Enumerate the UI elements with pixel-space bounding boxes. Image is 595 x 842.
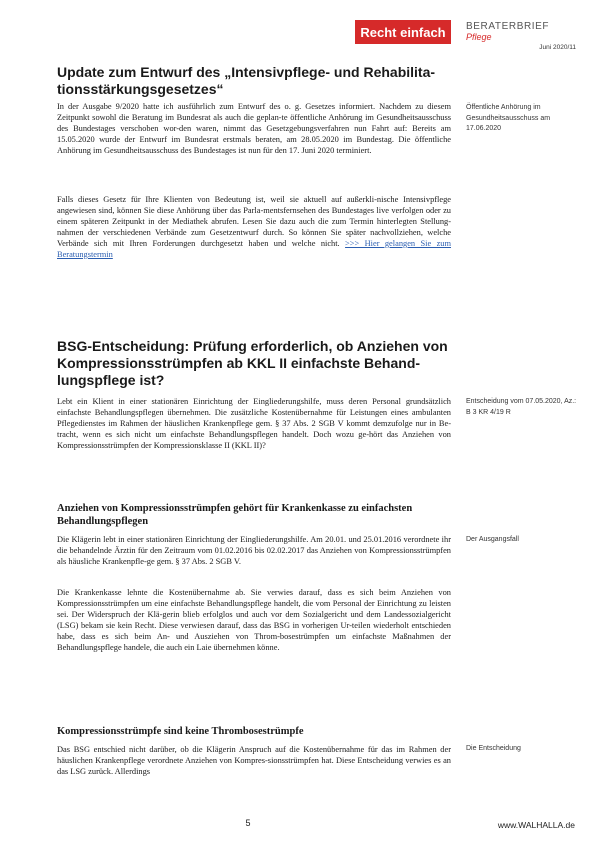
issue-date: Juni 2020/11 — [539, 44, 576, 51]
brand-main: BERATERBRIEF — [466, 21, 550, 32]
section-label: Recht einfach — [355, 20, 451, 44]
side-entscheidung: Die Entscheidung — [466, 745, 521, 752]
sub1-paragraph2: Die Krankenkasse lehnte die Kostenübernahme ab. Sie verwies darauf, dass es sich beim Anziehen von Kompressionsstrümpfen um eine einfachste Behandlungspflege handelt, die vom Personal der Einrichtung zu leisten sei. Der Widerspruch der Klä-gerin blieb erfolglos und auch vor dem Sozialgericht und dem Landessozialgericht (LSG) bekam sie kein Recht. Diese verwiesen darauf, dass das BSG in vorherigen Ur-teilen wiederholt entschieden habe, dass es sich beim An- und Ausziehen von Throm-bosestrümpfen um einfachste Maßnahmen der Behandlungspflege handele, die auch ein Laie übernehmen könne. — [57, 588, 451, 652]
brand-logo — [466, 21, 576, 51]
sub2-paragraph1: Das BSG entschied nicht darüber, ob die Klägerin Anspruch auf die Kostenübernahme für das im Rahmen der häuslichen Krankenpflege verordnete Anziehen von Kompres-sionsstrümpfen hat. Diese Entscheidung verwies es an das LSG zurück. Allerdings — [57, 745, 451, 776]
article1-side-note: Öffentliche Anhörung im Gesundheitsausschuss am 17.06.2020 — [466, 104, 551, 132]
side-ausgangsfall: Der Ausgangsfall — [466, 536, 519, 543]
article1-paragraph2 — [57, 194, 451, 260]
appointment-link[interactable]: >>> Hier gelangen Sie zum Beratungstermin — [57, 239, 451, 259]
article1-title: Update zum Entwurf des „Intensivpflege- und Rehabilita-tionsstärkungsgesetzes“ — [57, 64, 436, 97]
subhead-entscheidung: Kompressionsstrümpfe sind keine Thrombosestrümpfe — [57, 726, 304, 737]
brand-title — [466, 21, 576, 43]
article2-intro: Lebt ein Klient in einer stationären Einrichtung der Eingliederungshilfe, muss deren Personal grundsätzlich einfachste Behandlungspflegen übernehmen. Die zusätzliche Kostenübernahme für Leistungen eines ambulanten Pflegedienstes im Rahmen der häuslichen Krankenpflege gem. § 37 Abs. 2 SGB V kommt demzufolge nur in Be-tracht, wenn es sich nicht um einfachste Behandlungspflegen handelt. Doch wozu ge-hört das Anziehen von Kompressionsstrümpfen der Kompressionsklasse II (KKL II)? — [57, 397, 451, 450]
sub1-paragraph1: Die Klägerin lebt in einer stationären Einrichtung der Eingliederungshilfe. Am 20.01. und 25.01.2016 verordnete ihr die behandelnde Ärztin für den Zeitraum vom 01.02.2016 bis 02.02.2017 das Anziehen von Kompressionsstrümpfen als häusliche Krankenpfle-ge gem. § 37 Abs. 2 SGB V. — [57, 535, 451, 566]
brand-accent: Pflege — [466, 32, 492, 42]
article2-title: BSG-Entscheidung: Prüfung erforderlich, ob Anziehen von Kompressionsstrümpfen ab KKL II einfachste Behand-lungspflege ist? — [57, 338, 448, 388]
article1-paragraph2-text: Falls dieses Gesetz für Ihre Klienten von Bedeutung ist, weil sie aktuell auf außerkli-nische Intensivpflege angewiesen sind, können Sie diese Anhörung über das Parla-mentsfernsehen des Bundestages live verfolgen oder zu einem späteren Zeitpunkt in der Mediathek abrufen. Lesen Sie dazu auch die zum Termin hinterlegten Stellung-nahmen der verschiedenen Verbände zum Gesetzentwurf durch. So können Sie später nachvollziehen, welche Verbände sich mit Ihren Forderungen durchgesetzt haben und welche nicht. — [57, 195, 451, 248]
footer-url[interactable]: www.WALHALLA.de — [497, 820, 575, 830]
subhead-ausgangsfall: Anziehen von Kompressionsstrümpfen gehört für Krankenkasse zu einfachsten Behandlungspflegen — [57, 503, 413, 527]
page-number: 5 — [245, 818, 251, 828]
article2-side-intro: Entscheidung vom 07.05.2020, Az.: B 3 KR 4/19 R — [466, 398, 577, 416]
article1-paragraph1: In der Ausgabe 9/2020 hatte ich ausführlich zum Entwurf des o. g. Gesetzes informiert. Nachdem zu diesem Zeitpunkt sowohl die Beratung im Bundesrat als auch die geplan-te öffentliche Anhörung im Gesundheitsausschuss des Bundestages verschoben wor-den waren, nimmt das Gesetzgebungsverfahren nun Fahrt auf: Bereits am 15.05.2020 wurde der Entwurf im Bundesrat erstmals beraten, am 28.05.2020 im Bundestag. Die öffentliche Anhörung im Gesundheitsausschuss des Bundestages ist nun für den 17. Juni 2020 terminiert. — [57, 102, 451, 155]
